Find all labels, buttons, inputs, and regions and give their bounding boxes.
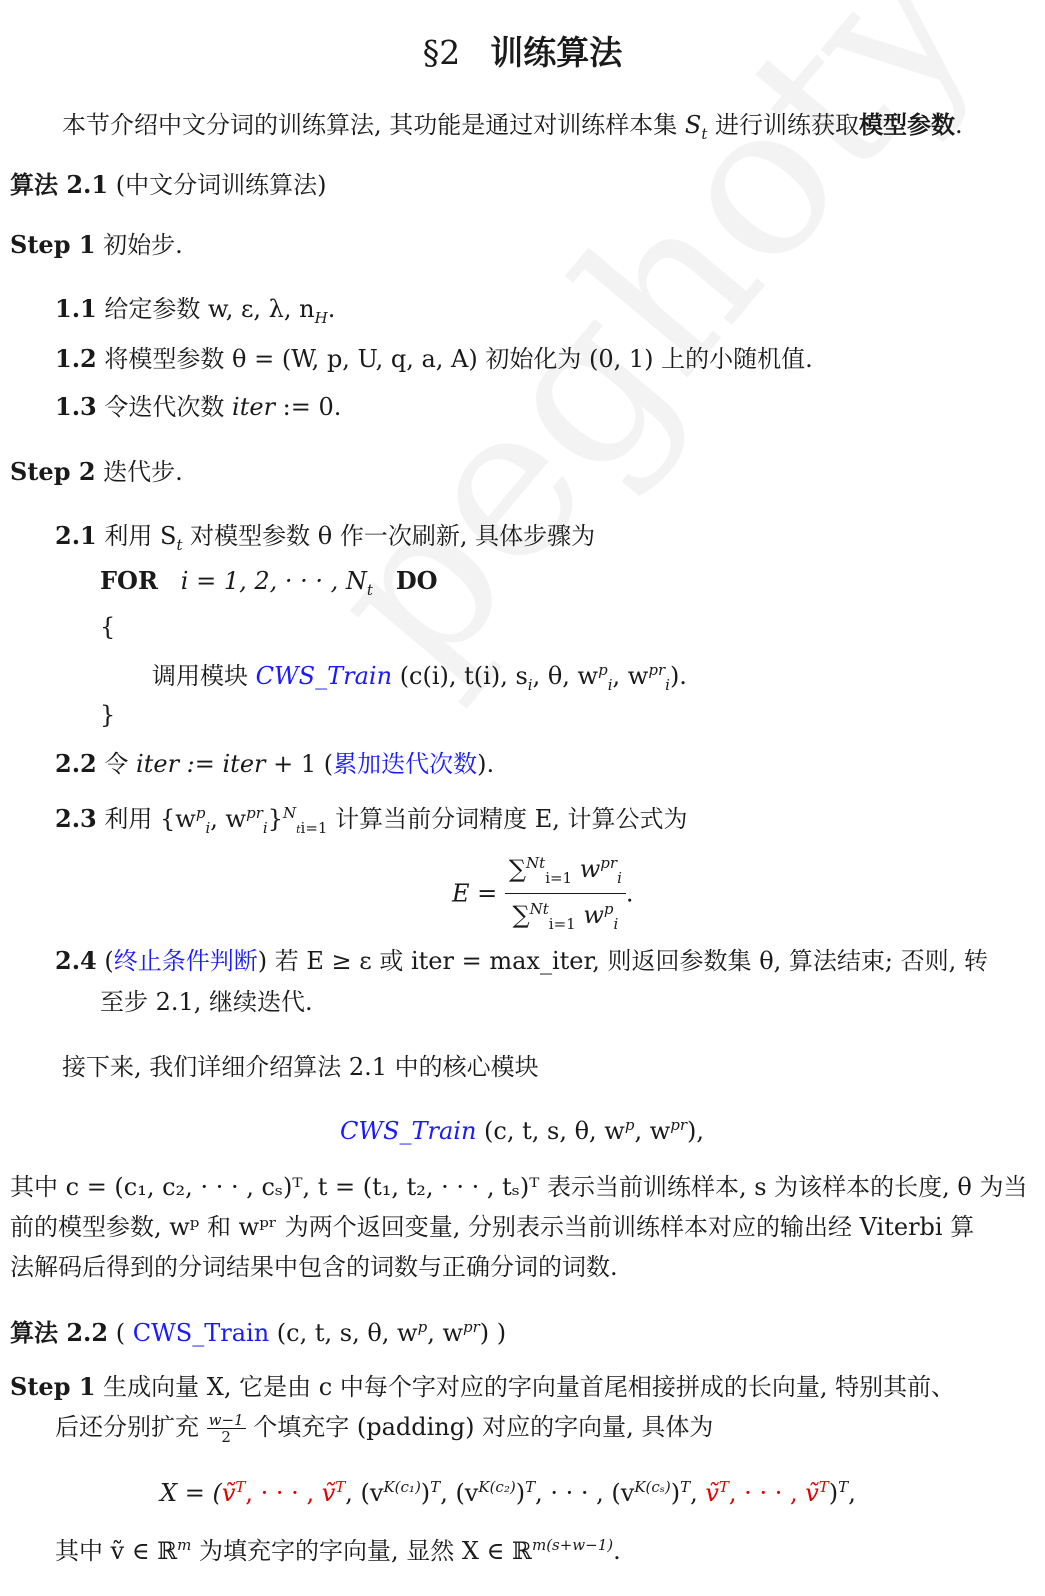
s23-post: 计算当前分词精度 E, 计算公式为 — [327, 805, 688, 833]
formula-e-numerator — [505, 850, 626, 894]
intro-bold: 模型参数 — [859, 110, 956, 139]
alg1-s11 — [55, 294, 335, 333]
s11-end: . — [327, 295, 336, 323]
para3-line-1: 其中 c = (c₁, c₂, · · · , cₛ)ᵀ, t = (t₁, t₂, · · · , tₛ)ᵀ 表示当前训练样本, s 为该样本的长度, θ 为当 — [10, 1173, 1028, 1201]
alg1-step1 — [10, 230, 183, 260]
last-end: . — [613, 1537, 621, 1565]
cws-train-link[interactable]: CWS_Train — [255, 662, 393, 690]
alg2-last-line — [55, 1530, 621, 1566]
display-end: ), — [687, 1117, 705, 1145]
s21-pre: 利用 S — [104, 522, 177, 550]
s11-label: 1.1 — [55, 294, 97, 323]
den-var-sub: i — [613, 914, 619, 933]
fx-mid2-close: ) — [515, 1479, 526, 1507]
s13-pre: 令迭代次数 — [104, 393, 233, 421]
num-sum-sup: Nt — [526, 854, 546, 872]
num-var-sup: pr — [600, 854, 618, 872]
alg2-step1-line2 — [55, 1412, 713, 1445]
alg1-s21 — [55, 521, 595, 560]
section-number: §2 — [422, 33, 461, 72]
s24-pre: ( — [104, 947, 114, 975]
alg1-label: 算法 2.1 — [10, 170, 109, 199]
fx-mid2: , (v — [440, 1479, 479, 1507]
s21-post: 对模型参数 θ 作一次刷新, 具体步骤为 — [182, 522, 596, 550]
alg2-cws-link[interactable]: CWS_Train — [132, 1319, 270, 1347]
den-var: w — [575, 900, 604, 929]
s21-label: 2.1 — [55, 521, 97, 550]
fx-red3-sup: T — [718, 1478, 729, 1496]
intro-set-sub: t — [701, 124, 708, 143]
fx-red1: ṽ — [221, 1479, 236, 1507]
s11-text: 给定参数 w, ε, λ, n — [104, 295, 315, 323]
formula-e-denominator — [505, 894, 626, 937]
s23-pre: 利用 {w — [104, 805, 196, 833]
s23-close: } — [267, 805, 283, 833]
alg2-sup2: pr — [463, 1318, 480, 1336]
fx-mid3-sup: K(cₛ) — [634, 1478, 671, 1496]
call-args-end: , θ, w — [532, 662, 599, 690]
call-wpr-sub: i — [665, 675, 670, 694]
s23-label: 2.3 — [55, 804, 97, 833]
alg2-open: ( — [115, 1319, 133, 1347]
alg2-step1-line2-post: 个填充字 (padding) 对应的字向量, 具体为 — [245, 1413, 714, 1441]
call-args: (c(i), t(i), s — [399, 662, 528, 690]
alg2-mid: , w — [427, 1319, 463, 1347]
s22-label: 2.2 — [55, 749, 97, 778]
padding-fraction — [207, 1412, 246, 1445]
alg1-step2-label: Step 2 — [10, 457, 96, 486]
for-sub: t — [366, 580, 373, 599]
s23-sup3sub: t — [296, 822, 301, 836]
alg2-sup1: p — [417, 1318, 428, 1336]
call-wpr-sup: pr — [648, 661, 666, 679]
alg1-s22 — [55, 749, 494, 779]
for-keyword: FOR — [100, 566, 158, 595]
s23-sup3: N — [282, 804, 297, 822]
s24-link[interactable]: 终止条件判断 — [113, 947, 258, 975]
fx-end: ) — [828, 1479, 839, 1507]
para2: 接下来, 我们详细介绍算法 2.1 中的核心模块 — [62, 1053, 539, 1081]
display-sup1: p — [624, 1116, 635, 1134]
alg1-step2-text: 迭代步. — [103, 458, 183, 486]
last-pre: 其中 ṽ ∈ ℝ — [55, 1537, 178, 1565]
alg1-s13 — [55, 392, 341, 422]
num-var: w — [572, 855, 601, 883]
brace-close: } — [100, 701, 116, 729]
fx-red-dots2: , · · · , — [728, 1479, 806, 1507]
s23-mid: , w — [210, 805, 247, 833]
for-expr: i = 1, 2, · · · , N — [180, 567, 367, 595]
s24-post: ) 若 E ≥ ε 或 iter = max_iter, 则返回参数集 θ, 算法结束; 否则, 转 — [257, 947, 988, 975]
alg2-close: ) ) — [479, 1319, 507, 1347]
padding-frac-den: 2 — [221, 1428, 231, 1446]
s23-sup1: p — [195, 804, 206, 822]
call-comma: , w — [612, 662, 649, 690]
s23-sub3: i=1 — [300, 818, 328, 837]
fx-red4-sup: T — [818, 1478, 829, 1496]
s13-var: iter — [232, 393, 276, 421]
den-var-sup: p — [603, 899, 614, 918]
display-cws-link[interactable]: CWS_Train — [340, 1117, 477, 1145]
fx-mid1: , (v — [345, 1479, 384, 1507]
s11-sub: H — [314, 308, 328, 327]
padding-frac-num: w−1 — [208, 1411, 244, 1429]
s13-post: := 0. — [275, 393, 342, 421]
formula-e — [452, 850, 634, 937]
last-sup1: m — [177, 1536, 192, 1554]
fx-red2-sup: T — [335, 1478, 346, 1496]
para3-line-2: 前的模型参数, wᵖ 和 wᵖʳ 为两个返回变量, 分别表示当前训练样本对应的输出经 Viterbi 算 — [10, 1213, 975, 1241]
fx-mid3-close: ) — [670, 1479, 681, 1507]
alg2-step1-line2-pre: 后还分别扩充 — [55, 1413, 207, 1441]
display-mid: , w — [634, 1117, 671, 1145]
s13-label: 1.3 — [55, 392, 97, 421]
alg1-name: (中文分词训练算法) — [115, 171, 327, 199]
num-sum: ∑ — [508, 855, 527, 883]
s22-end: ). — [477, 750, 495, 778]
fx-mid1-t: T — [430, 1478, 441, 1496]
formula-x — [160, 1472, 856, 1508]
alg2-step1-label: Step 1 — [10, 1372, 96, 1401]
fx-end-punct: , — [848, 1479, 856, 1507]
alg2-header — [10, 1312, 506, 1348]
display-sup2: pr — [670, 1116, 688, 1134]
call-close: ). — [669, 662, 687, 690]
call-pre: 调用模块 — [152, 662, 256, 690]
formula-e-lhs: E = — [452, 879, 505, 908]
fx-red1-sup: T — [235, 1478, 246, 1496]
s22-var: iter := iter — [136, 750, 266, 778]
s23-sub1: i — [205, 818, 211, 837]
call-line — [152, 655, 687, 700]
intro-end: . — [955, 111, 963, 139]
alg1-s12 — [55, 344, 813, 374]
alg1-step1-label: Step 1 — [10, 230, 96, 259]
alg1-header — [10, 170, 326, 200]
fx-mid2-t: T — [525, 1478, 536, 1496]
s23-sub2: i — [262, 818, 268, 837]
last-mid: 为填充字的字向量, 显然 X ∈ ℝ — [191, 1537, 532, 1565]
intro-set: S — [684, 111, 702, 139]
for-line — [100, 566, 438, 605]
last-sup2: m(s+w−1) — [531, 1536, 614, 1554]
s22-post: + 1 ( — [265, 750, 334, 778]
fx-mid-dots: , · · · , (v — [535, 1479, 635, 1507]
alg1-step1-text: 初始步. — [103, 231, 183, 259]
s22-pre: 令 — [104, 750, 137, 778]
do-keyword: DO — [395, 566, 438, 595]
fx-red-dots: , · · · , — [245, 1479, 322, 1507]
fx-red2: ṽ — [321, 1479, 336, 1507]
intro-mid: 进行训练获取 — [707, 111, 860, 139]
s21-sub: t — [176, 535, 183, 554]
call-args-sub: i — [527, 675, 533, 694]
den-sum-sub: i=1 — [548, 914, 576, 933]
alg1-s24 — [55, 946, 988, 976]
display-args: (c, t, s, θ, w — [476, 1117, 625, 1145]
alg1-step2 — [10, 457, 183, 487]
fx-mid3-t: T — [680, 1478, 691, 1496]
fx-mid1-close: ) — [420, 1479, 431, 1507]
s12-label: 1.2 — [55, 344, 97, 373]
fx-mid2-sup: K(c₂) — [478, 1478, 516, 1496]
alg1-s23 — [55, 798, 687, 845]
fx-end-sup: T — [838, 1478, 849, 1496]
fx-comma: , — [690, 1479, 706, 1507]
s24-label: 2.4 — [55, 946, 97, 975]
formula-e-end: . — [625, 879, 634, 908]
alg2-args: (c, t, s, θ, w — [269, 1319, 418, 1347]
alg2-step1-line1 — [10, 1372, 955, 1402]
s23-sup2: pr — [246, 804, 263, 822]
alg1-s24-cont: 至步 2.1, 继续迭代. — [100, 988, 313, 1016]
alg2-step1-text: 生成向量 X, 它是由 c 中每个字对应的字向量首尾相接拼成的长向量, 特别其前、 — [103, 1373, 956, 1401]
fx-red4: ṽ — [805, 1479, 819, 1507]
call-wp-sup: p — [598, 661, 608, 679]
intro-paragraph — [62, 110, 963, 149]
den-sum: ∑ — [512, 900, 530, 929]
section-title — [0, 33, 1045, 72]
fx-lhs: X = ( — [160, 1479, 222, 1507]
num-sum-sub: i=1 — [545, 868, 573, 887]
call-wp-sub: i — [607, 675, 613, 694]
intro-pre: 本节介绍中文分词的训练算法, 其功能是通过对训练样本集 — [62, 111, 685, 139]
s22-link[interactable]: 累加迭代次数 — [333, 750, 478, 778]
brace-open: { — [100, 613, 116, 641]
alg2-label: 算法 2.2 — [10, 1318, 109, 1347]
num-var-sub: i — [617, 868, 622, 887]
section-title-text: 训练算法 — [490, 33, 623, 72]
display-call — [340, 1110, 704, 1146]
fx-red3: ṽ — [705, 1479, 719, 1507]
para3-line-3: 法解码后得到的分词结果中包含的词数与正确分词的词数. — [10, 1253, 618, 1281]
formula-e-fraction — [505, 850, 626, 937]
den-sum-sup: Nt — [529, 899, 549, 918]
fx-mid1-sup: K(c₁) — [383, 1478, 421, 1496]
s12-text: 将模型参数 θ = (W, p, U, q, a, A) 初始化为 (0, 1) 上的小随机值. — [104, 345, 813, 373]
